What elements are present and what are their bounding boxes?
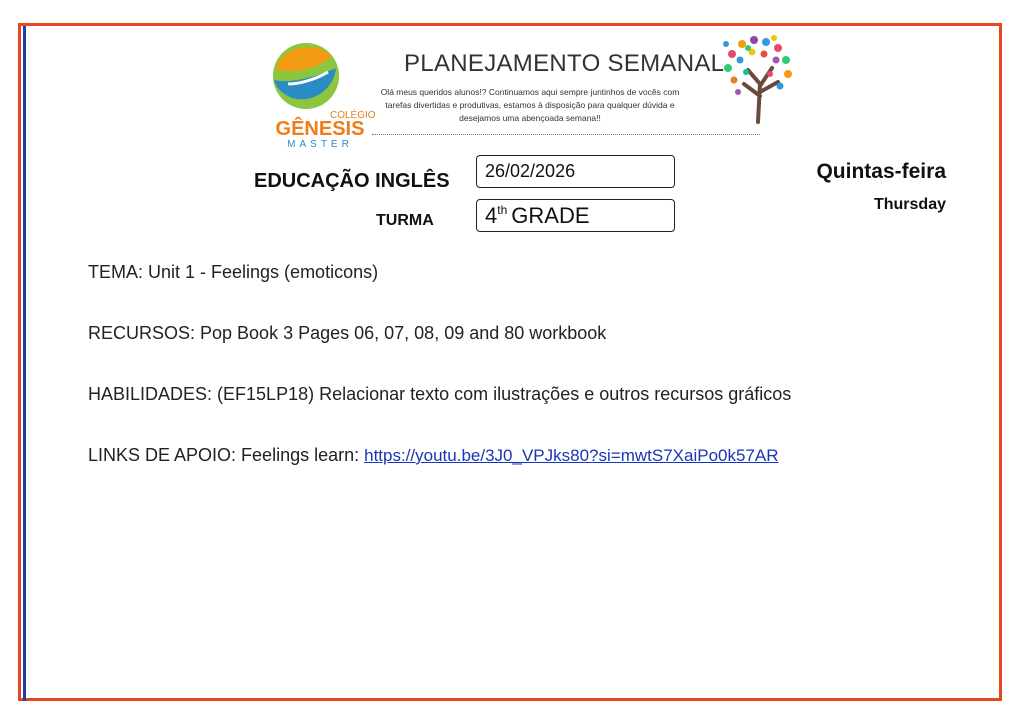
- links-line: [88, 445, 779, 466]
- links-label: LINKS DE APOIO: Feelings learn:: [88, 445, 365, 465]
- weekday-pt: Quintas-feira: [816, 160, 946, 183]
- logo-text-sub: MASTER: [287, 139, 353, 150]
- grade-word: GRADE: [511, 202, 590, 228]
- grade-field[interactable]: [476, 199, 675, 232]
- tree-icon: [718, 34, 798, 124]
- turma-label: TURMA: [376, 212, 434, 229]
- subject-title: EDUCAÇÃO INGLÊS: [254, 170, 450, 192]
- weekday-en: Thursday: [873, 196, 946, 213]
- habilidades-line: HABILIDADES: (EF15LP18) Relacionar texto com ilustrações e outros recursos gráficos: [88, 384, 792, 404]
- grade-suffix: th: [497, 202, 508, 217]
- tema-line: TEMA: Unit 1 - Feelings (emoticons): [88, 262, 379, 282]
- page-title: PLANEJAMENTO SEMANAL: [404, 50, 725, 77]
- date-value: 26/02/2026: [485, 161, 576, 181]
- frame-accent-line: [23, 26, 26, 701]
- date-field[interactable]: [476, 155, 675, 188]
- logo-text-small: COLÉGIO: [330, 110, 376, 121]
- header-divider: [372, 134, 760, 135]
- grade-number: 4: [485, 202, 498, 228]
- recursos-line: RECURSOS: Pop Book 3 Pages 06, 07, 08, 09 and 80 workbook: [88, 323, 607, 343]
- logo-text-name: GÊNESIS: [275, 118, 365, 140]
- intro-message: Olá meus queridos alunos!? Continuamos aqui sempre juntinhos de vocês com tarefas divertidas e produtivas, estamos à disposição para qualquer dúvida e desejamos uma abençoada semana!!: [380, 87, 680, 123]
- support-video-link[interactable]: https://youtu.be/3J0_VPJks80?si=mwtS7XaiPo0k57AR: [364, 446, 779, 465]
